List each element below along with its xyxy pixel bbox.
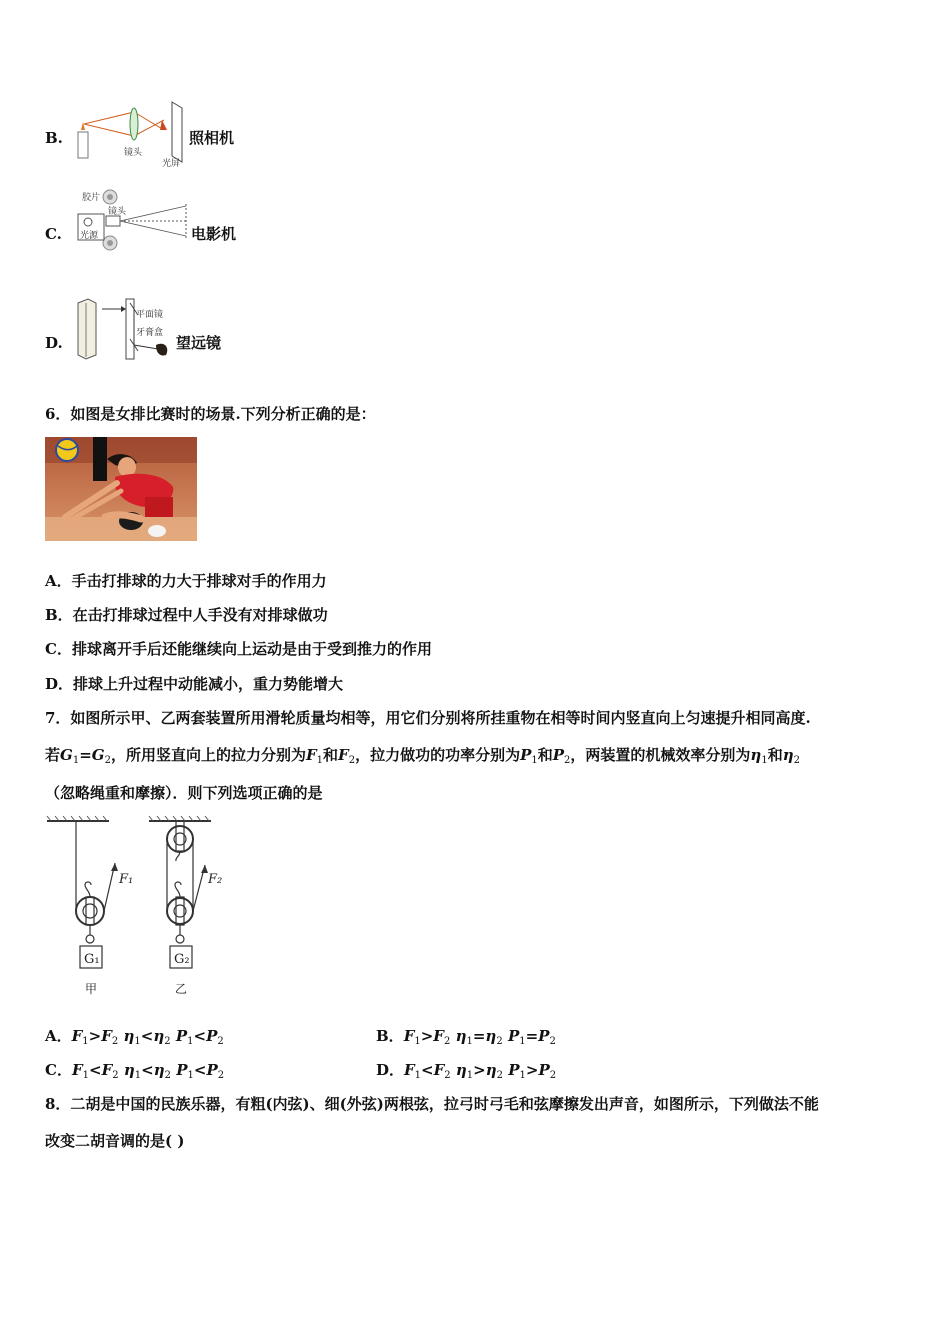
option-c-letter: C. — [45, 225, 62, 243]
q8-line-1: 8．二胡是中国的民族乐器，有粗(内弦)、细(外弦)两根弦，拉弓时弓毛和弦摩擦发出声音，如图所示，下列做法不能 — [45, 1095, 819, 1113]
option-d-label: 望远镜 — [176, 334, 222, 352]
q6-option-b: B．在击打排球过程中人手没有对排球做功 — [45, 606, 328, 624]
q7-line-3: （忽略绳重和摩擦）．则下列选项正确的是 — [45, 784, 323, 802]
projector-lens-label: 镜头 — [108, 207, 127, 217]
g2-label: G₂ — [174, 952, 190, 967]
q7-line-1: 7．如图所示甲、乙两套装置所用滑轮质量均相等，用它们分别将所挂重物在相等时间内竖直向上匀速提升相同高度. — [45, 709, 811, 727]
f2-label: F₂ — [208, 872, 223, 887]
option-b-letter: B. — [45, 129, 63, 147]
camera-diagram — [72, 100, 186, 168]
q8-line-2: 改变二胡音调的是( ) — [45, 1132, 185, 1150]
q7-option-b: B．$F_1>F_2$ $\eta_1=\eta_2$ $P_1=P_2$ — [376, 1027, 556, 1047]
projector-film-label: 胶片 — [82, 193, 101, 203]
periscope-mirror-label: 平面镜 — [136, 310, 164, 320]
pulley-diagram — [45, 815, 225, 1000]
q6-option-c: C．排球离开手后还能继续向上运动是由于受到推力的作用 — [45, 640, 432, 658]
camera-screen-label: 光屏 — [162, 159, 181, 168]
q7-option-c: C．$F_1<F_2$ $\eta_1<\eta_2$ $P_1<P_2$ — [45, 1061, 225, 1081]
jia-label: 甲 — [85, 982, 98, 996]
projector-source-label: 光源 — [80, 231, 99, 241]
camera-lens-label: 镜头 — [124, 148, 143, 158]
projector-diagram — [74, 186, 188, 254]
option-d-letter: D. — [45, 334, 63, 352]
q6-option-a: A．手击打排球的力大于排球对手的作用力 — [45, 572, 327, 590]
g1-label: G₁ — [84, 952, 100, 967]
yi-label: 乙 — [175, 982, 188, 996]
f1-label: F₁ — [119, 872, 134, 887]
periscope-box-label: 牙膏盒 — [136, 328, 164, 338]
q7-option-d: D．$F_1<F_2$ $\eta_1>\eta_2$ $P_1>P_2$ — [376, 1061, 557, 1081]
option-c-label: 电影机 — [191, 225, 237, 243]
q7-line-2: 若$G_1=G_2$，所用竖直向上的拉力分别为$F_1$和$F_2$，拉力做功的功率分别为$P_1$和$P_2$，两装置的机械效率分别为$\eta_1$和$\eta_2$ — [45, 746, 800, 766]
q6-stem: 6．如图是女排比赛时的场景.下列分析正确的是： — [45, 405, 376, 423]
q7-option-a: A．$F_1>F_2$ $\eta_1<\eta_2$ $P_1<P_2$ — [45, 1027, 224, 1047]
q6-option-d: D．排球上升过程中动能减小，重力势能增大 — [45, 675, 344, 693]
periscope-diagram — [74, 293, 174, 369]
volleyball-photo — [45, 437, 197, 541]
option-b-label: 照相机 — [189, 129, 235, 147]
